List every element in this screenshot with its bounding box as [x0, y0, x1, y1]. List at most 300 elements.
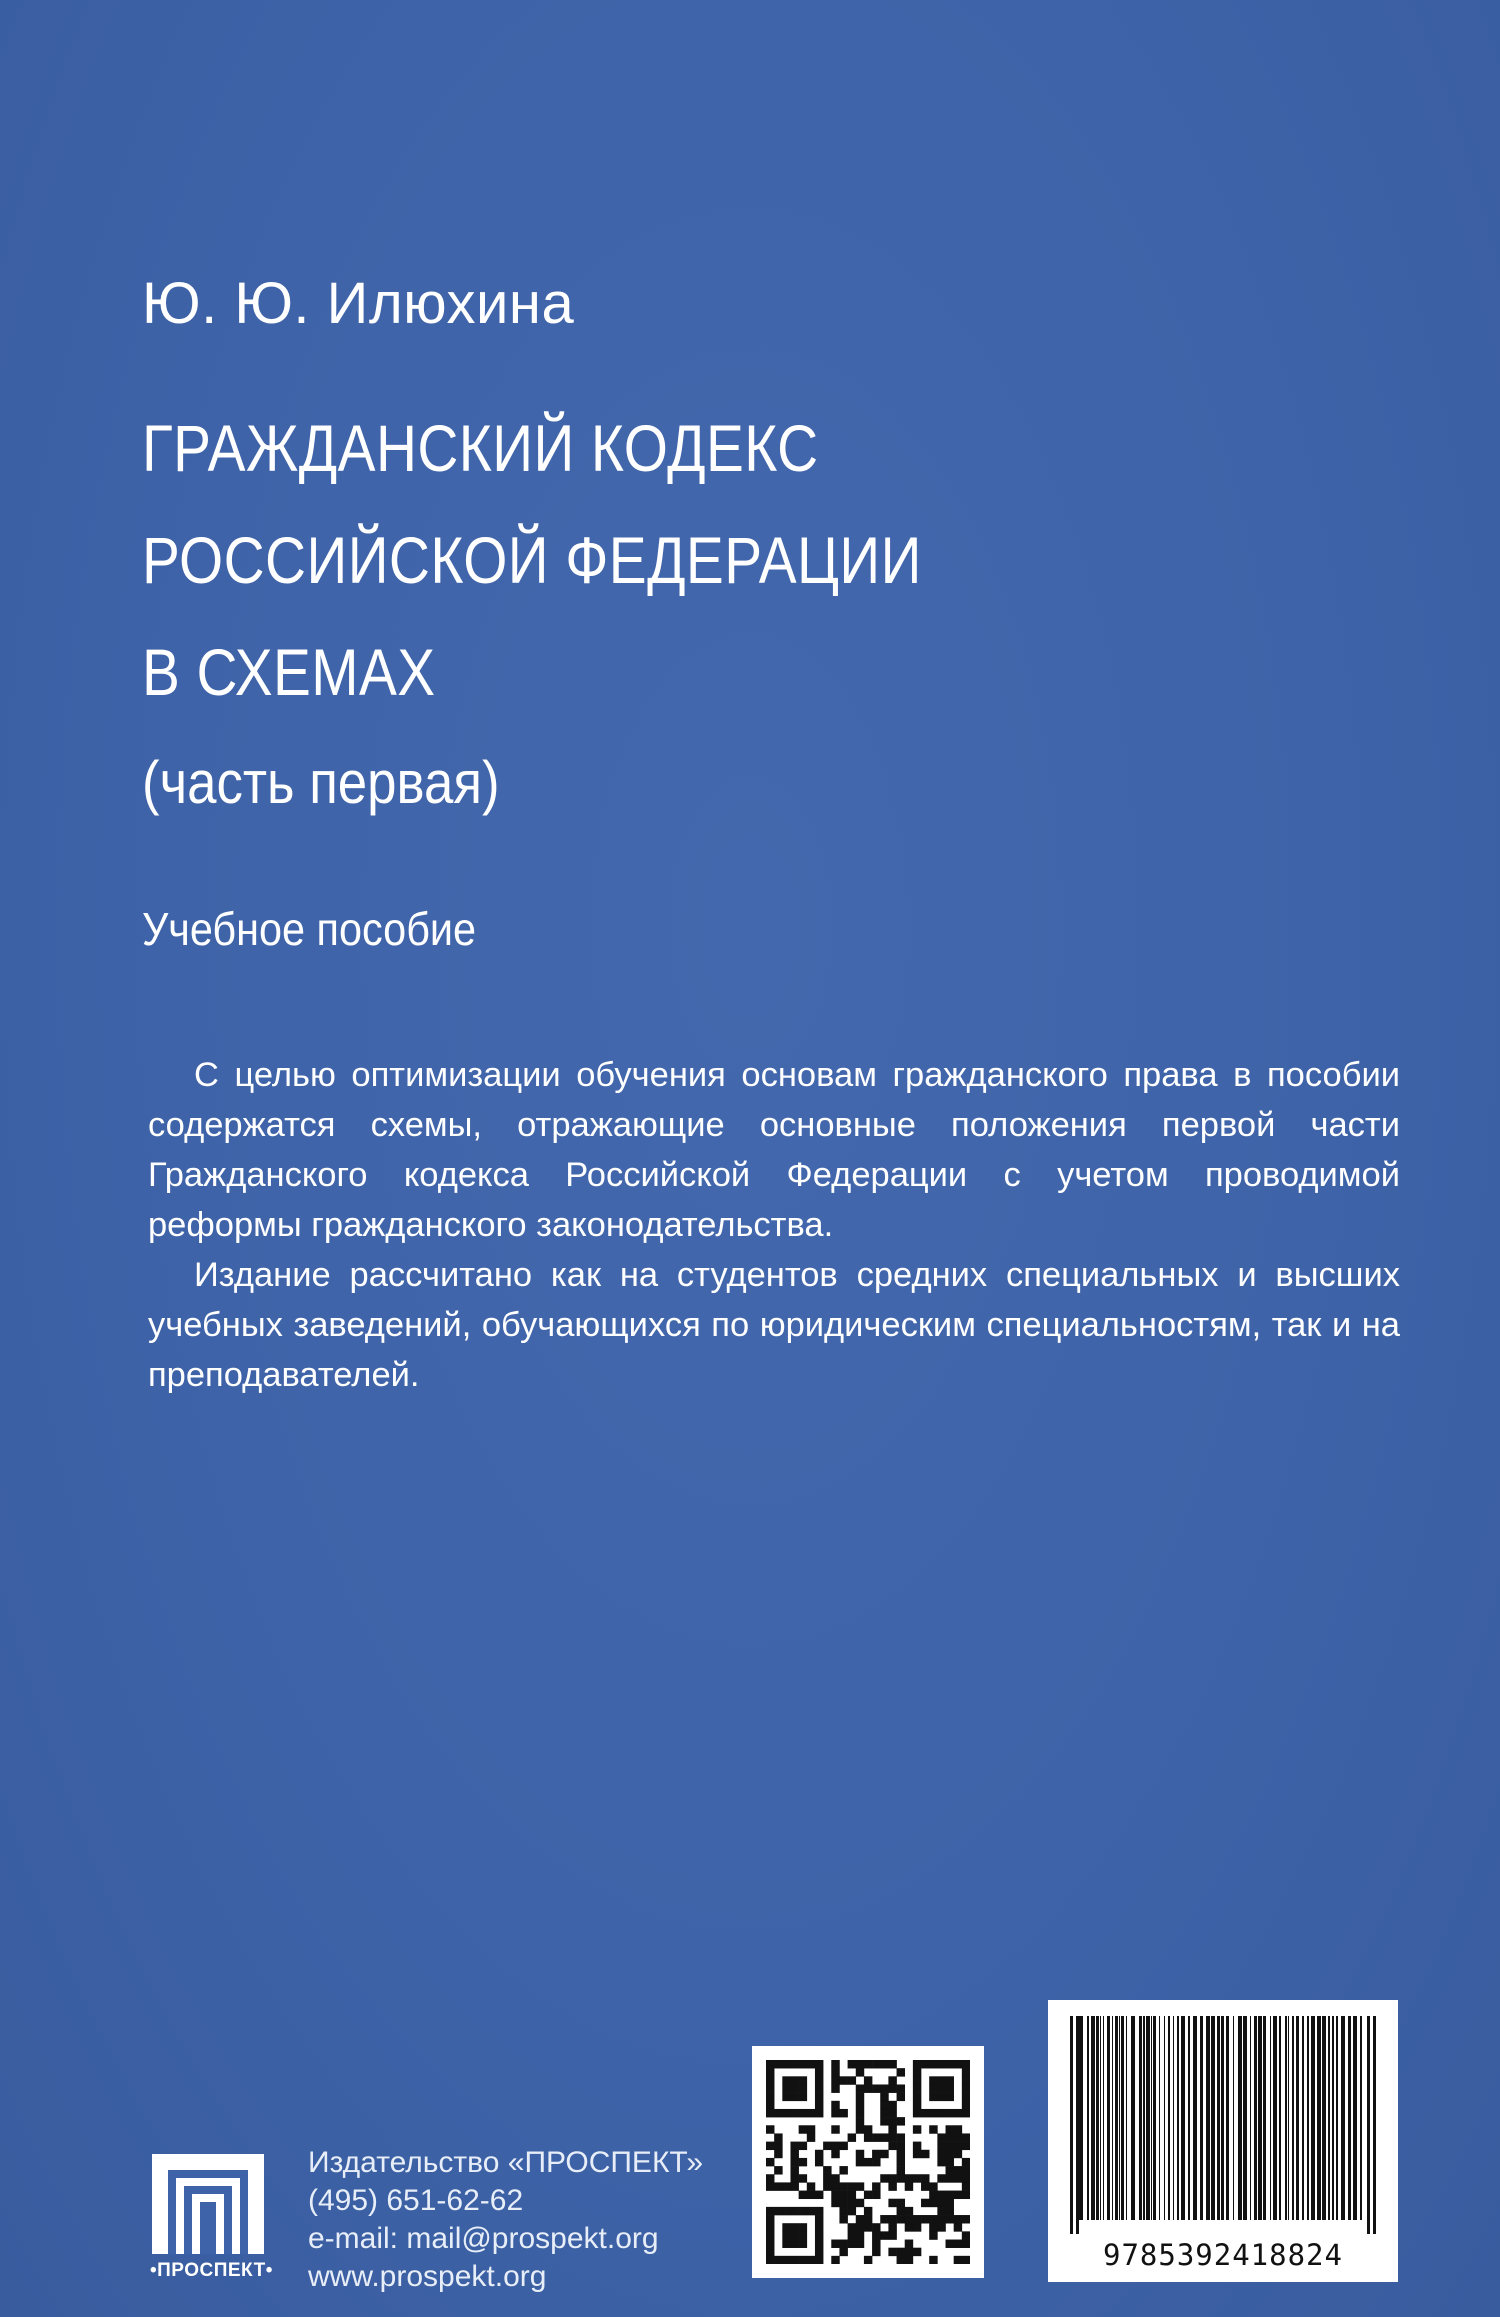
qr-module	[766, 2256, 774, 2264]
qr-module	[799, 2240, 807, 2248]
barcode-bar	[1153, 2016, 1156, 2220]
qr-module	[856, 2101, 864, 2109]
barcode-bar	[1206, 2016, 1210, 2220]
qr-module	[880, 2109, 888, 2117]
title-line-1: ГРАЖДАНСКИЙ КОДЕКС	[142, 411, 819, 485]
qr-module	[888, 2182, 896, 2190]
qr-module	[790, 2231, 798, 2239]
qr-module	[831, 2199, 839, 2207]
qr-module	[790, 2109, 798, 2117]
qr-module	[888, 2076, 896, 2084]
qr-module	[929, 2125, 937, 2133]
barcode-bar	[1188, 2016, 1190, 2220]
qr-module	[782, 2231, 790, 2239]
qr-module	[913, 2093, 921, 2101]
qr-code-icon	[766, 2060, 970, 2264]
isbn-number: 9785392418824	[1103, 2238, 1343, 2272]
qr-module	[799, 2109, 807, 2117]
qr-module	[921, 2215, 929, 2223]
qr-module	[954, 2191, 962, 2199]
qr-module	[888, 2133, 896, 2141]
qr-module	[864, 2223, 872, 2231]
qr-module	[864, 2256, 872, 2264]
publisher-logo-caption: •ПРОСПЕКТ•	[150, 2260, 273, 2281]
qr-module	[897, 2248, 905, 2256]
qr-module	[766, 2207, 774, 2215]
barcode-bar	[1146, 2016, 1150, 2220]
qr-module	[888, 2174, 896, 2182]
barcode-bar	[1211, 2016, 1215, 2220]
qr-module	[946, 2207, 954, 2215]
qr-module	[880, 2174, 888, 2182]
qr-module	[897, 2084, 905, 2092]
qr-module	[962, 2060, 970, 2068]
qr-module	[790, 2182, 798, 2190]
qr-module	[766, 2060, 774, 2068]
qr-module	[872, 2182, 880, 2190]
barcode-bar	[1096, 2016, 1099, 2220]
barcode-bar	[1322, 2016, 1326, 2220]
qr-module	[962, 2215, 970, 2223]
qr-module	[864, 2125, 872, 2133]
qr-module	[766, 2182, 774, 2190]
qr-module	[856, 2109, 864, 2117]
qr-module	[954, 2142, 962, 2150]
barcode-bar	[1279, 2016, 1281, 2220]
qr-module	[937, 2150, 945, 2158]
qr-module	[823, 2142, 831, 2150]
qr-module	[864, 2158, 872, 2166]
qr-module	[823, 2166, 831, 2174]
barcode-bar	[1200, 2016, 1203, 2220]
qr-module	[815, 2215, 823, 2223]
qr-module	[766, 2248, 774, 2256]
qr-module	[848, 2133, 856, 2141]
qr-module	[856, 2158, 864, 2166]
qr-module	[799, 2125, 807, 2133]
qr-module	[962, 2166, 970, 2174]
qr-module	[815, 2060, 823, 2068]
qr-module	[897, 2215, 905, 2223]
barcode-bar	[1164, 2016, 1165, 2220]
qr-module	[815, 2223, 823, 2231]
qr-module	[831, 2125, 839, 2133]
qr-module	[790, 2166, 798, 2174]
qr-module	[839, 2207, 847, 2215]
annotation-paragraph-1: С целью оптимизации обучения основам гражданского права в пособии содержатся схемы, отражающие основные положения первой части Гражданского кодекса Российской Федерации с учетом проводимой реформы гражданского законодательства.	[148, 1056, 1400, 1244]
qr-module	[856, 2182, 864, 2190]
barcode-bar	[1360, 2016, 1362, 2220]
qr-module	[946, 2125, 954, 2133]
barcode-bar	[1126, 2016, 1127, 2220]
qr-module	[937, 2207, 945, 2215]
qr-module	[856, 2093, 864, 2101]
barcode-bar	[1258, 2016, 1262, 2220]
qr-module	[913, 2248, 921, 2256]
barcode-bar	[1115, 2016, 1118, 2220]
qr-module	[790, 2256, 798, 2264]
qr-module	[962, 2191, 970, 2199]
qr-module	[962, 2142, 970, 2150]
qr-module	[766, 2158, 774, 2166]
barcode-bar	[1285, 2016, 1287, 2220]
qr-module	[954, 2150, 962, 2158]
qr-module	[937, 2191, 945, 2199]
qr-module	[905, 2240, 913, 2248]
qr-module	[888, 2101, 896, 2109]
qr-module	[782, 2240, 790, 2248]
barcode-bar	[1087, 2016, 1089, 2220]
qr-module	[954, 2174, 962, 2182]
barcode-bar	[1181, 2016, 1185, 2220]
barcode-bar	[1221, 2016, 1224, 2220]
qr-module	[815, 2093, 823, 2101]
qr-module	[807, 2191, 815, 2199]
qr-module	[962, 2133, 970, 2141]
barcode-bar	[1307, 2016, 1309, 2220]
qr-module	[766, 2231, 774, 2239]
qr-module	[864, 2060, 872, 2068]
qr-module	[848, 2199, 856, 2207]
qr-module	[913, 2101, 921, 2109]
qr-module	[782, 2093, 790, 2101]
barcode-bar	[1151, 2016, 1152, 2220]
qr-module	[766, 2215, 774, 2223]
qr-module	[815, 2158, 823, 2166]
qr-module	[790, 2207, 798, 2215]
qr-module	[937, 2084, 945, 2092]
qr-module	[799, 2223, 807, 2231]
qr-module	[905, 2182, 913, 2190]
qr-module	[946, 2133, 954, 2141]
barcode-bar	[1177, 2016, 1179, 2220]
publisher-email[interactable]: e-mail: mail@prospekt.org	[308, 2222, 659, 2255]
qr-module	[897, 2158, 905, 2166]
qr-module	[848, 2076, 856, 2084]
barcode-bar	[1348, 2016, 1351, 2220]
qr-module	[872, 2150, 880, 2158]
qr-module	[937, 2060, 945, 2068]
qr-module	[839, 2076, 847, 2084]
qr-module	[815, 2240, 823, 2248]
qr-module	[962, 2240, 970, 2248]
barcode-bar	[1193, 2016, 1197, 2220]
qr-module	[766, 2174, 774, 2182]
barcode-bar	[1143, 2016, 1145, 2220]
qr-module	[774, 2142, 782, 2150]
barcode-bar	[1373, 2016, 1376, 2234]
qr-module	[831, 2174, 839, 2182]
qr-module	[766, 2125, 774, 2133]
isbn-barcode	[1048, 2000, 1398, 2282]
publisher-logo-icon	[144, 2150, 280, 2258]
qr-module	[864, 2076, 872, 2084]
qr-module	[831, 2240, 839, 2248]
qr-module	[831, 2150, 839, 2158]
qr-module	[848, 2060, 856, 2068]
qr-module	[864, 2207, 872, 2215]
qr-module	[839, 2248, 847, 2256]
qr-module	[905, 2223, 913, 2231]
barcode-bar	[1226, 2016, 1229, 2220]
qr-module	[962, 2174, 970, 2182]
qr-module	[913, 2109, 921, 2117]
barcode-bar	[1353, 2016, 1357, 2220]
qr-module	[815, 2231, 823, 2239]
qr-module	[946, 2060, 954, 2068]
barcode-bar	[1076, 2016, 1079, 2234]
book-subtitle: (часть первая)	[142, 749, 500, 816]
qr-module	[872, 2240, 880, 2248]
qr-module	[962, 2076, 970, 2084]
qr-module	[937, 2158, 945, 2166]
qr-module	[913, 2150, 921, 2158]
qr-module	[774, 2207, 782, 2215]
barcode-bar	[1121, 2016, 1124, 2220]
qr-module	[888, 2215, 896, 2223]
qr-module	[913, 2174, 921, 2182]
qr-module	[807, 2060, 815, 2068]
qr-module	[905, 2248, 913, 2256]
qr-module	[831, 2060, 839, 2068]
qr-module	[897, 2133, 905, 2141]
qr-module	[790, 2223, 798, 2231]
qr-module	[929, 2199, 937, 2207]
qr-module	[921, 2174, 929, 2182]
qr-module	[921, 2182, 929, 2190]
qr-module	[897, 2093, 905, 2101]
qr-module	[799, 2076, 807, 2084]
qr-module	[962, 2109, 970, 2117]
qr-module	[921, 2199, 929, 2207]
qr-module	[954, 2133, 962, 2141]
qr-module	[864, 2191, 872, 2199]
barcode-bar	[1270, 2016, 1271, 2220]
qr-module	[929, 2223, 937, 2231]
qr-module	[856, 2150, 864, 2158]
qr-module	[954, 2060, 962, 2068]
qr-module	[962, 2158, 970, 2166]
qr-module	[954, 2215, 962, 2223]
qr-module	[872, 2133, 880, 2141]
barcode-bar	[1139, 2016, 1142, 2220]
qr-module	[872, 2231, 880, 2239]
qr-module	[823, 2182, 831, 2190]
qr-module	[839, 2191, 847, 2199]
qr-module	[962, 2068, 970, 2076]
qr-module	[929, 2182, 937, 2190]
qr-module	[897, 2207, 905, 2215]
qr-module	[774, 2060, 782, 2068]
barcode-bar	[1254, 2016, 1257, 2220]
qr-module	[856, 2231, 864, 2239]
qr-module	[799, 2191, 807, 2199]
barcode-bar	[1292, 2016, 1294, 2220]
qr-module	[962, 2084, 970, 2092]
qr-module	[839, 2109, 847, 2117]
qr-module	[831, 2101, 839, 2109]
qr-module	[790, 2076, 798, 2084]
barcode-bar	[1336, 2016, 1338, 2220]
qr-module	[946, 2142, 954, 2150]
qr-module	[848, 2182, 856, 2190]
qr-module	[888, 2231, 896, 2239]
barcode-bar	[1296, 2016, 1299, 2220]
barcode-bar	[1317, 2016, 1321, 2220]
qr-module	[937, 2142, 945, 2150]
author-name: Ю. Ю. Илюхина	[142, 271, 575, 336]
title-line-2: РОССИЙСКОЙ ФЕДЕРАЦИИ	[142, 523, 922, 597]
qr-module	[872, 2084, 880, 2092]
qr-module	[856, 2215, 864, 2223]
qr-module	[839, 2199, 847, 2207]
qr-module	[897, 2199, 905, 2207]
qr-module	[799, 2084, 807, 2092]
qr-module	[880, 2133, 888, 2141]
qr-module	[897, 2117, 905, 2125]
barcode-bar	[1131, 2016, 1135, 2220]
qr-module	[929, 2191, 937, 2199]
qr-module	[766, 2109, 774, 2117]
qr-module	[848, 2231, 856, 2239]
qr-module	[880, 2093, 888, 2101]
qr-module	[856, 2084, 864, 2092]
qr-module	[946, 2191, 954, 2199]
qr-module	[790, 2142, 798, 2150]
qr-module	[839, 2240, 847, 2248]
qr-module	[766, 2093, 774, 2101]
qr-module	[807, 2182, 815, 2190]
qr-module	[946, 2166, 954, 2174]
qr-module	[937, 2109, 945, 2117]
qr-module	[864, 2133, 872, 2141]
qr-module	[774, 2256, 782, 2264]
qr-module	[897, 2166, 905, 2174]
qr-module	[929, 2109, 937, 2117]
qr-module	[897, 2142, 905, 2150]
qr-module	[962, 2101, 970, 2109]
qr-module	[888, 2223, 896, 2231]
qr-module	[799, 2174, 807, 2182]
qr-module	[856, 2240, 864, 2248]
barcode-bar	[1273, 2016, 1277, 2220]
qr-module	[839, 2142, 847, 2150]
barcode-bar	[1159, 2016, 1160, 2220]
barcode-bar	[1341, 2016, 1345, 2220]
qr-module	[888, 2199, 896, 2207]
qr-module	[897, 2068, 905, 2076]
barcode-bar	[1107, 2016, 1110, 2220]
qr-module	[929, 2256, 937, 2264]
qr-module	[946, 2199, 954, 2207]
qr-module	[815, 2191, 823, 2199]
qr-module	[913, 2068, 921, 2076]
qr-module	[929, 2215, 937, 2223]
qr-module	[774, 2182, 782, 2190]
publisher-website[interactable]: www.prospekt.org	[308, 2260, 547, 2293]
qr-module	[880, 2150, 888, 2158]
barcode-bar	[1168, 2016, 1170, 2220]
qr-module	[962, 2256, 970, 2264]
qr-module	[913, 2142, 921, 2150]
qr-module	[782, 2109, 790, 2117]
qr-module	[937, 2093, 945, 2101]
qr-module	[913, 2125, 921, 2133]
qr-module	[774, 2166, 782, 2174]
qr-module	[880, 2101, 888, 2109]
barcode-bar	[1119, 2016, 1120, 2220]
barcode-bar	[1079, 2016, 1083, 2220]
qr-module	[782, 2207, 790, 2215]
qr-module	[946, 2150, 954, 2158]
qr-module	[807, 2109, 815, 2117]
qr-module	[913, 2060, 921, 2068]
qr-module	[799, 2093, 807, 2101]
qr-module	[962, 2093, 970, 2101]
barcode-bar	[1243, 2016, 1247, 2220]
qr-module	[782, 2076, 790, 2084]
qr-module	[782, 2223, 790, 2231]
qr-module	[815, 2109, 823, 2117]
qr-module	[766, 2240, 774, 2248]
qr-module	[921, 2150, 929, 2158]
barcode-bar	[1311, 2016, 1315, 2220]
qr-module	[815, 2068, 823, 2076]
qr-module	[799, 2158, 807, 2166]
qr-module	[946, 2240, 954, 2248]
qr-module	[848, 2240, 856, 2248]
qr-module	[790, 2158, 798, 2166]
qr-module	[790, 2084, 798, 2092]
qr-module	[946, 2109, 954, 2117]
qr-module	[954, 2256, 962, 2264]
qr-module	[864, 2215, 872, 2223]
qr-module	[831, 2068, 839, 2076]
qr-module	[954, 2240, 962, 2248]
qr-module	[790, 2060, 798, 2068]
qr-module	[888, 2125, 896, 2133]
qr-module	[946, 2174, 954, 2182]
qr-module	[831, 2191, 839, 2199]
qr-module	[774, 2150, 782, 2158]
barcode-icon	[1070, 2016, 1376, 2234]
qr-module	[799, 2060, 807, 2068]
qr-module	[905, 2174, 913, 2182]
qr-module	[782, 2256, 790, 2264]
qr-module	[831, 2076, 839, 2084]
qr-module	[815, 2084, 823, 2092]
qr-module	[897, 2150, 905, 2158]
qr-module	[888, 2248, 896, 2256]
qr-module	[839, 2215, 847, 2223]
qr-module	[815, 2248, 823, 2256]
qr-module	[954, 2125, 962, 2133]
barcode-bar	[1367, 2016, 1370, 2234]
qr-module	[937, 2223, 945, 2231]
qr-module	[872, 2223, 880, 2231]
qr-module	[937, 2174, 945, 2182]
qr-module	[946, 2076, 954, 2084]
publisher-phone: (495) 651-62-62	[308, 2184, 524, 2217]
qr-module	[831, 2182, 839, 2190]
qr-module	[766, 2101, 774, 2109]
qr-module	[856, 2060, 864, 2068]
barcode-bar	[1217, 2016, 1220, 2220]
qr-code	[752, 2046, 984, 2278]
qr-module	[782, 2060, 790, 2068]
barcode-bar	[1328, 2016, 1330, 2220]
qr-module	[831, 2084, 839, 2092]
